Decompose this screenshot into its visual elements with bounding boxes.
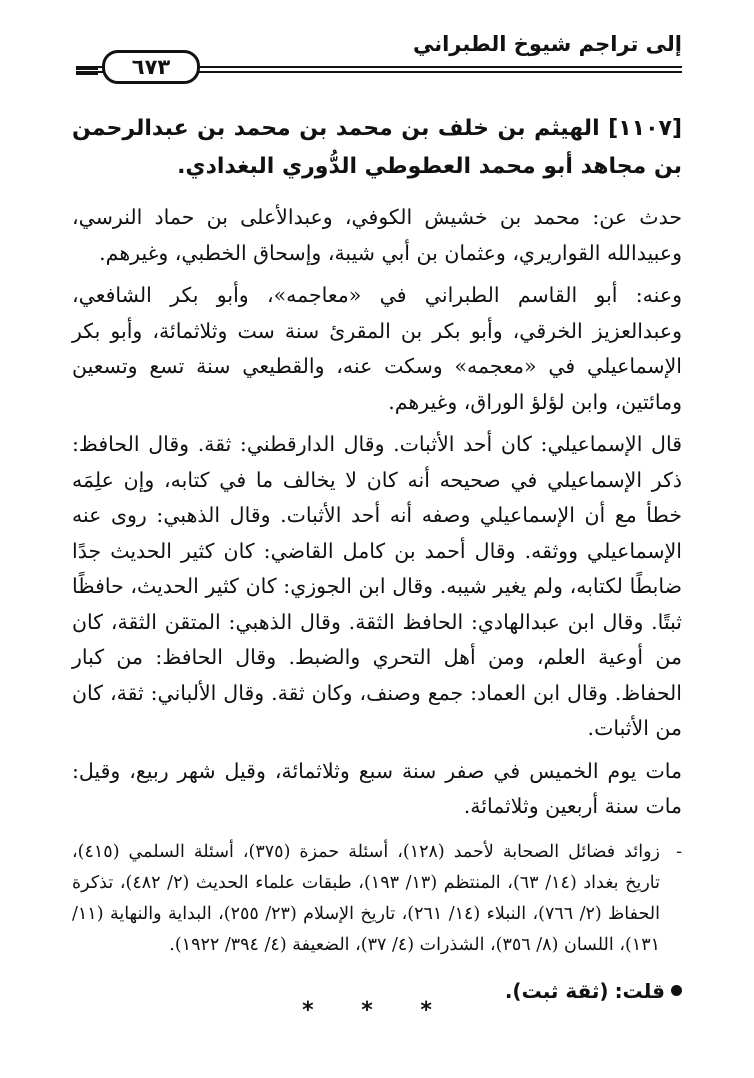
folio-ornament — [76, 68, 98, 75]
sources-dash: - — [676, 841, 682, 862]
entry-title: [١١٠٧] الهيثم بن خلف بن محمد بن محمد بن عبدالرحمن بن مجاهد أبو محمد العطوطي الدُّوري البغدادي. — [72, 116, 682, 179]
paragraph-teachers: حدث عن: محمد بن خشيش الكوفي، وعبدالأعلى بن حماد النرسي، وعبيدالله القواريري، وعثمان بن أبي شيبة، وإسحاق الخطبي، وغيرهم. — [72, 205, 682, 265]
page-header — [76, 30, 682, 78]
sources-text: زوائد فضائل الصحابة لأحمد (١٢٨)، أسئلة حمزة (٣٧٥)، أسئلة السلمي (٤١٥)، تاريخ بغداد (١٤/ ٦٣)، المنتظم (١٣/ ١٩٣)، طبقات علماء الحديث (٢/ ٤٨٢)، تذكرة الحفاظ (٢/ ٧٦٦)، النبلاء (١٤/ ٢٦١)، تاريخ الإسلام (٢٣/ ٢٥٥)، البداية والنهاية (١١/ ١٣١)، اللسان (٨/ ٣٥٦)، الشذرات (٤/ ٣٧)، الضعيفة (٤/ ٣٩٤/ ١٩٢٢). — [72, 841, 660, 955]
page-content — [72, 110, 682, 1007]
sources-footnote — [72, 837, 682, 961]
section-separator: * * * — [302, 998, 452, 1023]
verdict-value: (ثقة ثبت). — [504, 978, 609, 1003]
verdict-label: قلت: — [614, 978, 665, 1003]
running-title: إلى تراجم شيوخ الطبراني — [412, 32, 682, 56]
bullet-icon — [671, 985, 682, 996]
paragraph-students: وعنه: أبو القاسم الطبراني في «معاجمه»، وأبو بكر الشافعي، وعبدالعزيز الخرقي، وأبو بكر بن المقرئ سنة ست وثلاثمائة، وأبو بكر الإسماعيلي في «معجمه» وسكت عنه، والقطيعي سنة تسع وتسعين ومائتين، وابن لؤلؤ الوراق، وغيرهم. — [72, 283, 682, 414]
paragraph-grading: قال الإسماعيلي: كان أحد الأثبات. وقال الدارقطني: ثقة. وقال الحافظ: ذكر الإسماعيلي في صحيحه أنه كان لا يخالف ما في كتابه، وإن علِمَه خطأ مع أن الإسماعيلي وصفه أنه أحد الأثبات. وقال الذهبي: روى عنه الإسماعيلي ووثقه. وقال أحمد بن كامل القاضي: كان كثير الحديث جدًا ضابطًا لكتابه، ولم يغير شيبه. وقال ابن الجوزي: كان كثير الحديث، حافظًا ثبتًا. وقال ابن عبدالهادي: الحافظ الثقة. وقال الذهبي: المتقن الثقة، كان من أوعية العلم، ومن أهل التحري والضبط. وقال الحافظ: من كبار الحفاظ. وقال ابن العماد: جمع وصنف، وكان ثقة. وقال الألباني: ثقة، كان من الأثبات. — [72, 432, 682, 740]
paragraph-death: مات يوم الخميس في صفر سنة سبع وثلاثمائة، وقيل شهر ربيع، وقيل: مات سنة أربعين وثلاثمائة. — [72, 758, 682, 818]
page-number: ٦٧٣ — [102, 50, 200, 84]
